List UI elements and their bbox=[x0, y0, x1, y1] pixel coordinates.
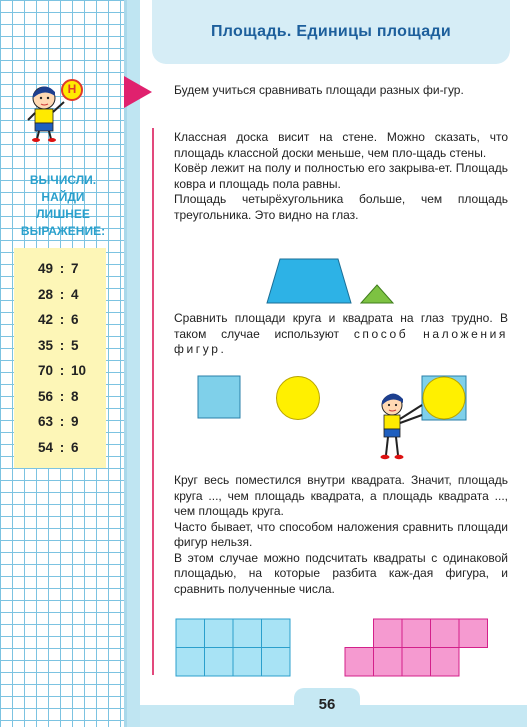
text-block-1 bbox=[174, 130, 508, 223]
paragraph: Классная доска висит на стене. Можно сказать, что площадь классной доски меньше, чем пло-щадь стены. bbox=[174, 130, 508, 160]
dividend: 70 bbox=[37, 363, 53, 379]
paragraph-text: Сравнить площади круга и квадрата на глаз трудно. В таком случае используют bbox=[174, 311, 508, 341]
paragraph: В этом случае можно подсчитать квадраты с одинаковой площадью, на которые разбита каж-дая фигура, и сравнить полученные числа. bbox=[174, 550, 508, 596]
task-title bbox=[6, 172, 120, 240]
expression-row bbox=[14, 409, 106, 435]
term: фигур. bbox=[174, 342, 227, 356]
triangle-shape bbox=[360, 284, 394, 304]
dividend: 54 bbox=[37, 439, 53, 455]
division-sign: : bbox=[59, 286, 65, 302]
expression-row bbox=[14, 358, 106, 384]
task-line: НАЙДИ bbox=[41, 190, 85, 204]
division-sign: : bbox=[59, 414, 65, 430]
divisor: 6 bbox=[71, 439, 79, 455]
dividend: 49 bbox=[37, 261, 53, 277]
circle-shape bbox=[275, 375, 321, 421]
divisor: 10 bbox=[71, 363, 87, 379]
trapezoid-shape bbox=[266, 258, 352, 304]
title-banner bbox=[152, 0, 510, 64]
page-number: 56 bbox=[318, 696, 336, 713]
term: способ bbox=[353, 326, 409, 341]
term: наложения bbox=[423, 326, 509, 341]
dividend: 28 bbox=[37, 286, 53, 302]
dividend: 56 bbox=[37, 388, 53, 404]
page-title: Площадь. Единицы площади bbox=[211, 23, 451, 40]
task-line: ВЫЧИСЛИ. bbox=[29, 173, 97, 187]
margin-line bbox=[152, 128, 154, 675]
division-sign: : bbox=[59, 388, 65, 404]
paragraph: Круг весь поместился внутри квадрата. Значит, площадь круга ..., чем площадь квадрата, а площадь квадрата ..., чем площадь круга. bbox=[174, 473, 508, 518]
division-sign: : bbox=[59, 261, 65, 277]
task-line: ЛИШНЕЕ bbox=[36, 207, 90, 221]
division-sign: : bbox=[59, 312, 65, 328]
expression-row bbox=[14, 307, 106, 333]
expression-row bbox=[14, 256, 106, 282]
division-sign: : bbox=[59, 363, 65, 379]
divisor: 4 bbox=[71, 286, 79, 302]
expression-row bbox=[14, 333, 106, 359]
badge-letter: Н bbox=[67, 82, 77, 96]
text-block-2 bbox=[174, 311, 508, 358]
intro-paragraph bbox=[174, 83, 508, 99]
divisor: 6 bbox=[71, 312, 79, 328]
blue-grid-figure bbox=[175, 618, 291, 678]
pink-grid-figure bbox=[344, 618, 490, 678]
expression-row bbox=[14, 384, 106, 410]
expression-row bbox=[14, 435, 106, 461]
divisor: 7 bbox=[71, 261, 79, 277]
paragraph: Часто бывает, что способом наложения сравнить площади фигур нельзя. bbox=[174, 519, 508, 549]
division-sign: : bbox=[59, 337, 65, 353]
division-sign: : bbox=[59, 439, 65, 455]
boy-overlay-illustration bbox=[376, 375, 468, 467]
page-gutter bbox=[127, 0, 140, 727]
text-block-3 bbox=[174, 473, 508, 597]
dividend: 35 bbox=[37, 337, 53, 353]
paragraph: Площадь четырёхугольника больше, чем площадь треугольника. Это видно на глаз. bbox=[174, 192, 508, 222]
dividend: 63 bbox=[37, 414, 53, 430]
page-number-tab bbox=[294, 688, 360, 727]
square-shape bbox=[197, 375, 241, 419]
task-line: ВЫРАЖЕНИЕ: bbox=[20, 224, 106, 238]
divisor: 9 bbox=[71, 414, 79, 430]
expression-list bbox=[14, 248, 106, 460]
expression-box bbox=[14, 248, 106, 468]
intro-text: Будем учиться сравнивать площади разных фи-гур. bbox=[174, 83, 464, 97]
pointer-arrow-icon bbox=[124, 76, 152, 108]
expression-row bbox=[14, 282, 106, 308]
paragraph: Ковёр лежит на полу и полностью его закрыва-ет. Площадь ковра и площадь пола равны. bbox=[174, 161, 508, 191]
divisor: 8 bbox=[71, 388, 79, 404]
dividend: 42 bbox=[37, 312, 53, 328]
paragraph bbox=[174, 311, 508, 358]
divisor: 5 bbox=[71, 337, 79, 353]
